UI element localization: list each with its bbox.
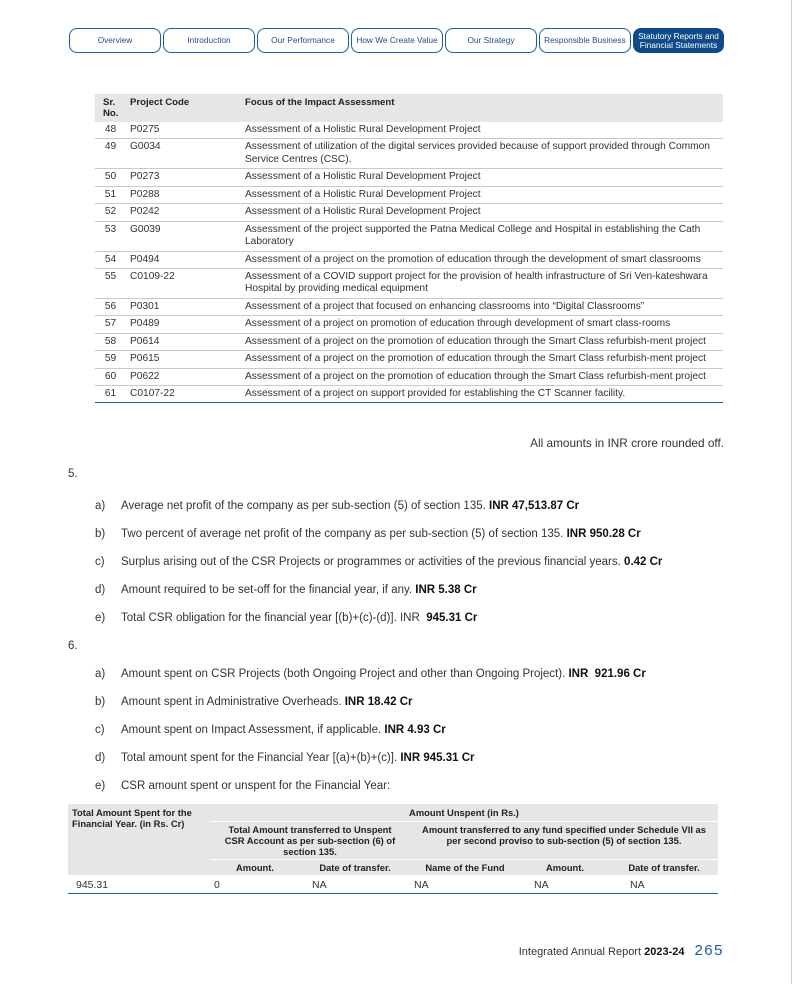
cell-code: C0107-22 (126, 386, 241, 403)
item-text: Total amount spent for the Financial Year [(a)+(b)+(c)]. (121, 752, 398, 764)
item-label: a) (95, 668, 106, 680)
cell-sr: 61 (95, 386, 126, 403)
item-text: Amount spent on Impact Assessment, if applicable. (121, 724, 382, 736)
cell-focus: Assessment of a project on promotion of education through development of smart class-rooms (241, 316, 723, 333)
report-title: Integrated Annual Report 2023-24 (518, 946, 685, 958)
section-5-item-e (95, 612, 477, 624)
item-text: CSR amount spent or unspent for the Financial Year: (121, 780, 391, 792)
table-row (95, 139, 723, 169)
csr-spent-table (68, 804, 718, 894)
tab-statutory-reports[interactable]: Statutory Reports and Financial Statements (633, 28, 724, 53)
tab-how-we-create-value[interactable]: How We Create Value (351, 28, 443, 53)
item-label: c) (95, 724, 105, 736)
cell-total-spent: 945.31 (68, 875, 210, 894)
item-text: Surplus arising out of the CSR Projects or programmes or activities of the previous financial years. (121, 556, 621, 568)
header-amount-unspent: Amount Unspent (in Rs.) (210, 804, 718, 822)
item-text: Total CSR obligation for the financial year [(b)+(c)-(d)]. INR (121, 612, 423, 624)
table-row (95, 204, 723, 221)
cell-focus: Assessment of a Holistic Rural Development Project (241, 122, 723, 139)
section-5-item-d (95, 584, 477, 596)
cell-code: P0273 (126, 169, 241, 186)
cell-focus: Assessment of the project supported the Patna Medical College and Hospital in establishing the Cath Laboratory (241, 221, 723, 251)
header-amount: Amount. (210, 860, 300, 876)
item-label: e) (95, 612, 106, 624)
cell-sr: 49 (95, 139, 126, 169)
cell-code: G0039 (126, 221, 241, 251)
cell-code: C0109-22 (126, 268, 241, 298)
tab-our-performance[interactable]: Our Performance (257, 28, 349, 53)
cell-amount: 0 (210, 875, 300, 894)
cell-focus: Assessment of a project on the promotion of education through the Smart Class refurbish-ment project (241, 351, 723, 368)
cell-code: P0489 (126, 316, 241, 333)
section-nav (69, 28, 724, 53)
section-6-item-a (95, 668, 646, 680)
cell-focus: Assessment of utilization of the digital services provided because of support provided through Common Service Centres (CSC). (241, 139, 723, 169)
cell-focus: Assessment of a Holistic Rural Development Project (241, 186, 723, 203)
table-row (95, 351, 723, 368)
page-footer (519, 942, 724, 959)
table-row (95, 268, 723, 298)
table-row (95, 221, 723, 251)
cell-focus: Assessment of a COVID support project for the provision of health infrastructure of Sri Ven-kateshwara Hospital by providing medical equipment (241, 268, 723, 298)
cell-focus: Assessment of a Holistic Rural Development Project (241, 169, 723, 186)
item-value: INR 4.93 Cr (384, 724, 446, 736)
cell-sr: 59 (95, 351, 126, 368)
item-label: d) (95, 584, 106, 596)
header-amount: Amount. (520, 860, 610, 876)
item-text: Amount spent on CSR Projects (both Ongoing Project and other than Ongoing Project). (121, 668, 566, 680)
cell-sr: 52 (95, 204, 126, 221)
section-5-item-a (95, 500, 579, 512)
section-5-item-c (95, 556, 662, 568)
item-value: 0.42 Cr (624, 556, 663, 568)
cell-code: G0034 (126, 139, 241, 169)
cell-date: NA (300, 875, 410, 894)
table-header-row (68, 804, 718, 822)
section-5-number: 5. (68, 468, 78, 480)
cell-sr: 53 (95, 221, 126, 251)
section-6-item-d (95, 752, 475, 764)
cell-focus: Assessment of a project on support provided for establishing the CT Scanner facility. (241, 386, 723, 403)
header-focus: Focus of the Impact Assessment (241, 94, 723, 122)
cell-focus: Assessment of a project on the promotion of education through the Smart Class refurbish-ment project (241, 333, 723, 350)
item-label: d) (95, 752, 106, 764)
header-date-of-transfer: Date of transfer. (610, 860, 718, 876)
section-5-item-b (95, 528, 641, 540)
tab-introduction[interactable]: Introduction (163, 28, 255, 53)
table-row (95, 386, 723, 403)
item-value: INR 5.38 Cr (415, 584, 477, 596)
header-sr-no: Sr. No. (95, 94, 126, 122)
table-row (95, 298, 723, 315)
item-text: Amount spent in Administrative Overheads. (121, 696, 342, 708)
amounts-note: All amounts in INR crore rounded off. (530, 436, 724, 450)
cell-date: NA (610, 875, 718, 894)
cell-focus: Assessment of a project that focused on enhancing classrooms into “Digital Classrooms” (241, 298, 723, 315)
cell-code: P0614 (126, 333, 241, 350)
table-row (95, 186, 723, 203)
cell-sr: 60 (95, 368, 126, 385)
item-value: INR 47,513.87 Cr (489, 500, 580, 512)
cell-sr: 54 (95, 251, 126, 268)
item-label: e) (95, 780, 106, 792)
tab-responsible-business[interactable]: Responsible Business (539, 28, 631, 53)
cell-sr: 56 (95, 298, 126, 315)
section-6-number: 6. (68, 640, 78, 652)
section-6-item-b (95, 696, 413, 708)
item-value: INR 18.42 Cr (344, 696, 413, 708)
tab-our-strategy[interactable]: Our Strategy (445, 28, 537, 53)
header-project-code: Project Code (126, 94, 241, 122)
cell-sr: 50 (95, 169, 126, 186)
table-row (95, 333, 723, 350)
section-6-item-c (95, 724, 446, 736)
cell-code: P0242 (126, 204, 241, 221)
table-row (68, 875, 718, 894)
table-header-row (95, 94, 723, 122)
header-date-of-transfer: Date of transfer. (300, 860, 410, 876)
cell-sr: 51 (95, 186, 126, 203)
table-row (95, 316, 723, 333)
cell-code: P0275 (126, 122, 241, 139)
item-text: Two percent of average net profit of the company as per sub-section (5) of section 135. (121, 528, 564, 540)
cell-focus: Assessment of a Holistic Rural Development Project (241, 204, 723, 221)
header-total-spent: Total Amount Spent for the Financial Year. (in Rs. Cr) (68, 804, 210, 875)
report-year: 2023-24 (644, 946, 685, 958)
cell-fund: NA (410, 875, 520, 894)
cell-code: P0301 (126, 298, 241, 315)
section-6-item-e (95, 780, 390, 792)
tab-overview[interactable]: Overview (69, 28, 161, 53)
item-value: INR 945.31 Cr (400, 752, 475, 764)
header-name-of-fund: Name of the Fund (410, 860, 520, 876)
item-text: Amount required to be set-off for the financial year, if any. (121, 584, 413, 596)
cell-code: P0494 (126, 251, 241, 268)
table-row (95, 122, 723, 139)
page-number: 265 (694, 942, 724, 959)
item-label: c) (95, 556, 105, 568)
table-row (95, 169, 723, 186)
item-label: b) (95, 528, 106, 540)
cell-amount: NA (520, 875, 610, 894)
table-row (95, 251, 723, 268)
cell-code: P0615 (126, 351, 241, 368)
cell-sr: 58 (95, 333, 126, 350)
header-schedule-vii-fund: Amount transferred to any fund specified under Schedule VII as per second proviso to sub-section (5) of section 135. (410, 822, 718, 860)
cell-code: P0622 (126, 368, 241, 385)
cell-focus: Assessment of a project on the promotion of education through the Smart Class refurbish-ment project (241, 368, 723, 385)
header-unspent-csr-account: Total Amount transferred to Unspent CSR Account as per sub-section (6) of section 135. (210, 822, 410, 860)
table-row (95, 368, 723, 385)
item-value: INR 950.28 Cr (566, 528, 641, 540)
item-label: b) (95, 696, 106, 708)
cell-sr: 55 (95, 268, 126, 298)
cell-focus: Assessment of a project on the promotion of education through the development of smart classrooms (241, 251, 723, 268)
item-text: Average net profit of the company as per sub-section (5) of section 135. (121, 500, 486, 512)
item-label: a) (95, 500, 106, 512)
cell-sr: 48 (95, 122, 126, 139)
item-value: 945.31 Cr (426, 612, 478, 624)
item-value: INR 921.96 Cr (568, 668, 646, 680)
cell-sr: 57 (95, 316, 126, 333)
impact-assessment-table (95, 94, 723, 403)
cell-code: P0288 (126, 186, 241, 203)
